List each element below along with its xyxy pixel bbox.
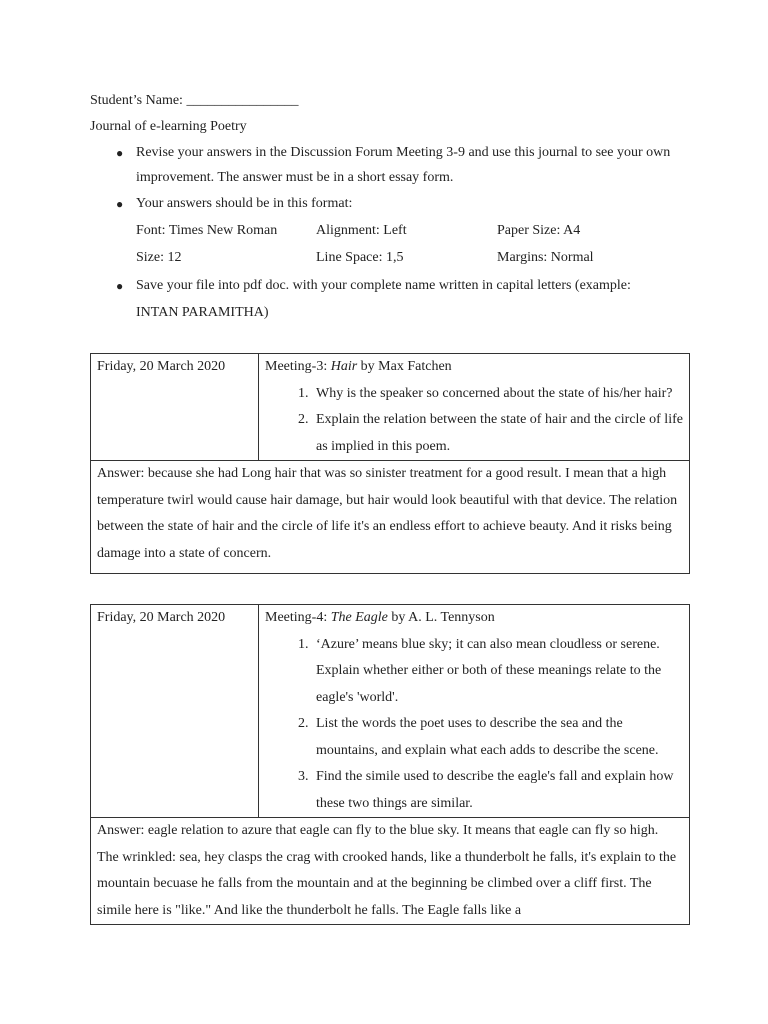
bullet-marker: ●	[116, 279, 124, 293]
table-row	[91, 605, 690, 818]
instruction-1-line-2: improvement. The answer must be in a short essay form.	[136, 170, 454, 185]
poem-title: The Eagle	[330, 610, 388, 625]
question-item: 2. List the words the poet uses to describe the sea and the mountains, and explain what each adds to describe the scene.	[312, 711, 683, 764]
journal-title: Journal of e-learning Poetry	[90, 119, 247, 134]
question-item: 1. ‘Azure’ means blue sky; it can also mean cloudless or serene. Explain whether either or both of these meanings relate to the eagle's 'world'.	[312, 632, 683, 712]
table-row	[91, 461, 690, 574]
question-item: 1. Why is the speaker so concerned about the state of his/her hair?	[312, 381, 683, 408]
instruction-1-line-1: Revise your answers in the Discussion Forum Meeting 3-9 and use this journal to see your own	[136, 145, 671, 160]
student-name-label: Student’s Name:	[90, 93, 183, 108]
meeting-heading	[265, 605, 683, 632]
poem-title: Hair	[330, 359, 358, 374]
instruction-3-line-2: INTAN PARAMITHA)	[136, 305, 269, 320]
format-font: Font: Times New Roman	[136, 223, 278, 238]
instruction-2-line-1: Your answers should be in this format:	[136, 196, 353, 211]
student-name-blank: ________________	[186, 93, 299, 108]
format-alignment: Alignment: Left	[316, 223, 407, 238]
format-margins: Margins: Normal	[497, 250, 594, 265]
answer-text: Answer: eagle relation to azure that eagle can fly to the blue sky. It means that eagle can fly so high. The wrinkled: sea, hey clasps the crag with crooked hands, like a thunderbolt he falls, it's explain to the mountain becuase he falls from the mountain and at the beginning be climbed over a cliff first. The simile here is "like." And like the thunderbolt he falls. The Eagle falls like a	[91, 818, 690, 925]
entry-questions-cell	[259, 605, 690, 818]
entry-date: Friday, 20 March 2020	[91, 605, 259, 818]
entry-questions-cell	[259, 354, 690, 461]
format-line-space: Line Space: 1,5	[316, 250, 404, 265]
student-name-line	[90, 92, 298, 110]
answer-text: Answer: because she had Long hair that was so sinister treatment for a good result. I mean that a high temperature twirl would cause hair damage, but hair would look beautiful with that device. The relation between the state of hair and the circle of life it's an endless effort to achieve beauty. And it risks being damage into a state of concern.	[91, 461, 690, 574]
journal-table-meeting-4	[90, 604, 690, 925]
table-row	[91, 354, 690, 461]
question-list	[265, 632, 683, 818]
table-row	[91, 818, 690, 925]
meeting-prefix: Meeting-4:	[265, 610, 328, 625]
instruction-3-line-1: Save your file into pdf doc. with your complete name written in capital letters (example:	[136, 278, 631, 293]
format-size: Size: 12	[136, 250, 182, 265]
question-list	[265, 381, 683, 461]
format-paper-size: Paper Size: A4	[497, 223, 581, 238]
poem-author: by Max Fatchen	[360, 359, 452, 374]
question-item: 3. Find the simile used to describe the eagle's fall and explain how these two things are similar.	[312, 764, 683, 817]
question-item: 2. Explain the relation between the state of hair and the circle of life as implied in this poem.	[312, 407, 683, 460]
meeting-heading	[265, 354, 683, 381]
bullet-marker: ●	[116, 197, 124, 211]
bullet-marker: ●	[116, 146, 124, 160]
meeting-prefix: Meeting-3:	[265, 359, 328, 374]
entry-date: Friday, 20 March 2020	[91, 354, 259, 461]
poem-author: by A. L. Tennyson	[391, 610, 495, 625]
journal-table-meeting-3	[90, 353, 690, 574]
